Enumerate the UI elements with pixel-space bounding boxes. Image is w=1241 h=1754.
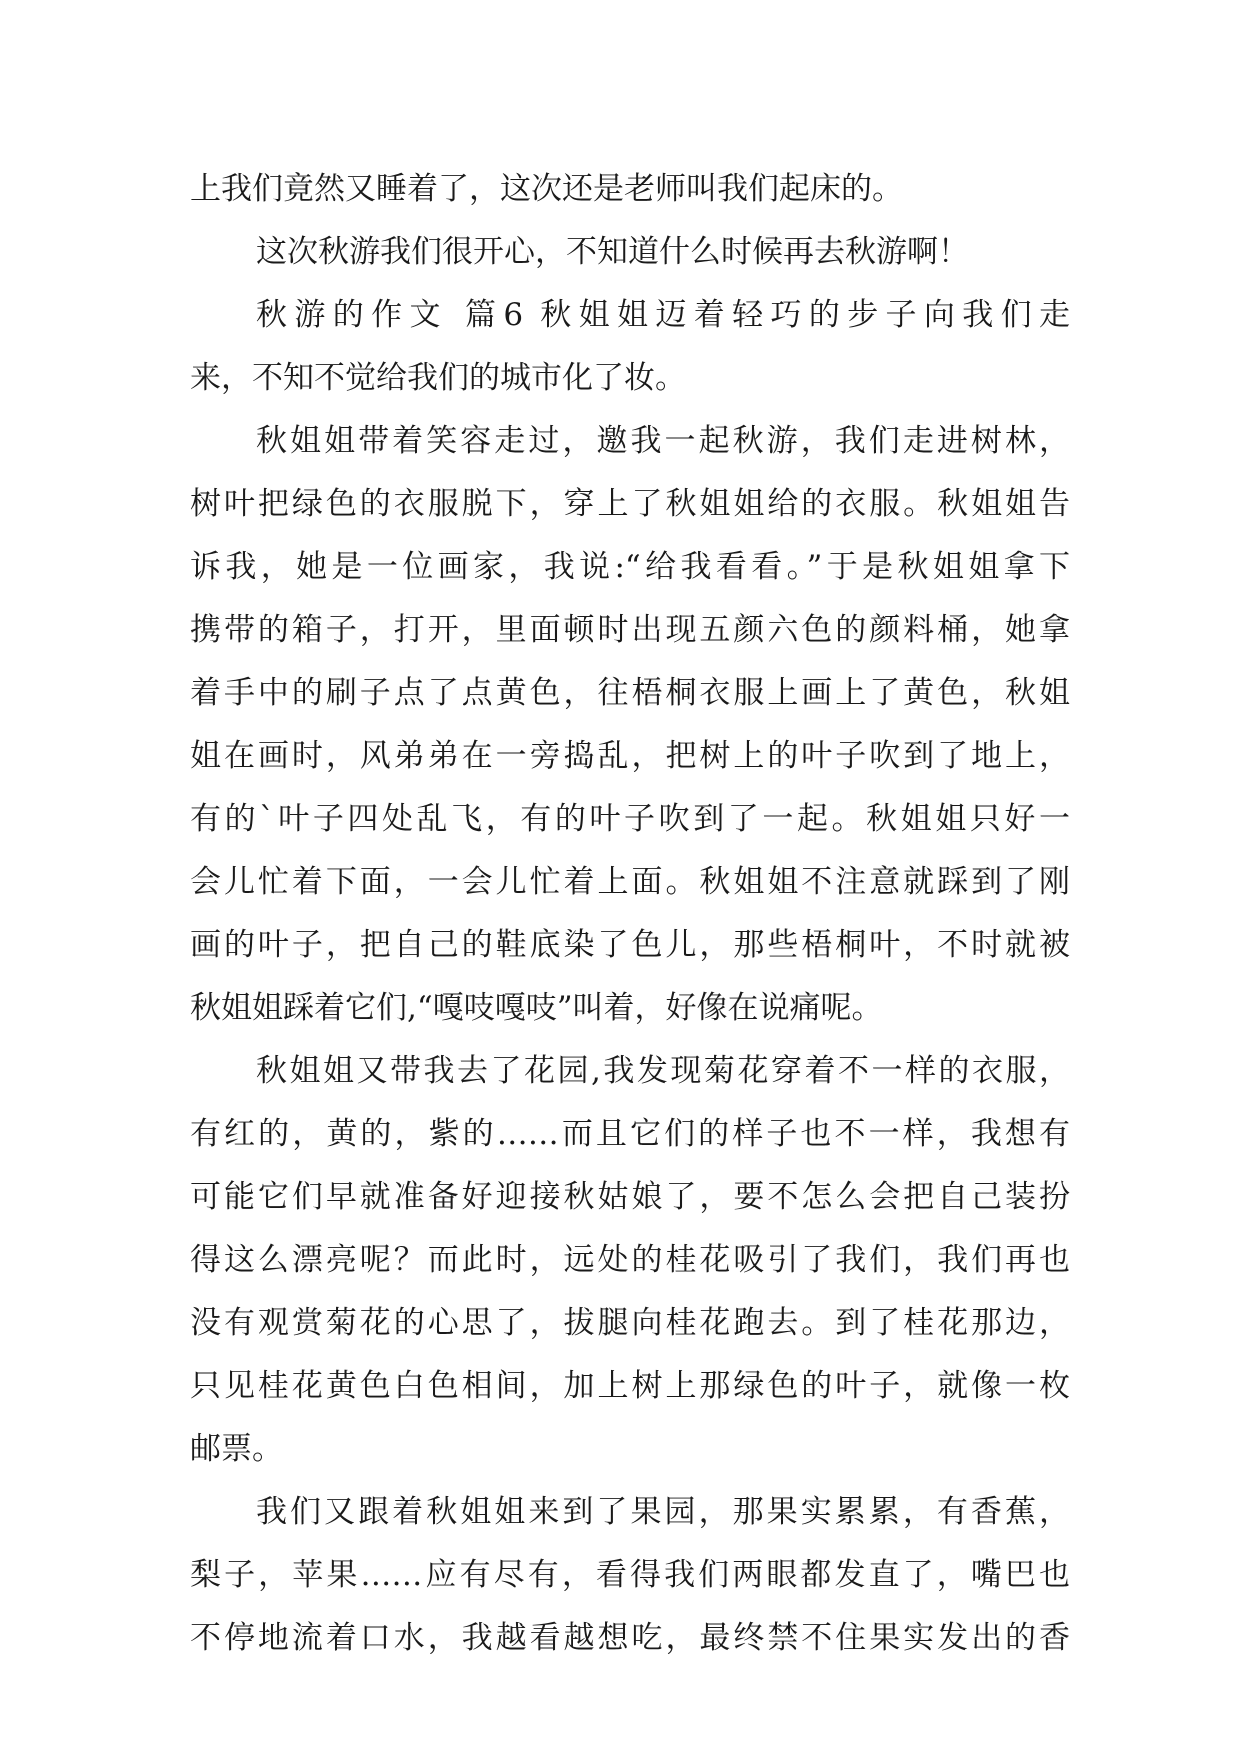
text-line: 梨子，苹果……应有尽有，看得我们两眼都发直了，嘴巴也: [190, 1557, 1070, 1593]
text-line: 姐在画时，风弟弟在一旁捣乱，把树上的叶子吹到了地上，: [190, 738, 1070, 774]
text-line: 得这么漂亮呢？而此时，远处的桂花吸引了我们，我们再也: [190, 1242, 1070, 1278]
text-line: 秋姐姐又带我去了花园,我发现菊花穿着不一样的衣服，: [256, 1053, 1070, 1089]
text-line: 我们又跟着秋姐姐来到了果园，那果实累累，有香蕉，: [256, 1494, 1070, 1530]
text-line: 不停地流着口水，我越看越想吃，最终禁不住果实发出的香: [190, 1620, 1070, 1656]
text-line: 秋姐姐踩着它们,“嘎吱嘎吱”叫着，好像在说痛呢。: [190, 990, 883, 1026]
document-body: [190, 158, 1070, 1670]
text-line: 来，不知不觉给我们的城市化了妆。: [190, 360, 686, 396]
text-line: 上我们竟然又睡着了，这次还是老师叫我们起床的。: [190, 171, 903, 207]
text-line: 树叶把绿色的衣服脱下，穿上了秋姐姐给的衣服。秋姐姐告: [190, 486, 1070, 522]
text-line: 邮票。: [190, 1431, 283, 1467]
text-line: 诉我，她是一位画家，我说:“给我看看。”于是秋姐姐拿下: [190, 549, 1070, 585]
text-line: 有的`叶子四处乱飞，有的叶子吹到了一起。秋姐姐只好一: [190, 801, 1070, 837]
text-line: 这次秋游我们很开心，不知道什么时候再去秋游啊！: [256, 234, 969, 270]
text-line: 会儿忙着下面，一会儿忙着上面。秋姐姐不注意就踩到了刚: [190, 864, 1070, 900]
text-line: 秋姐姐带着笑容走过，邀我一起秋游，我们走进树林，: [256, 423, 1070, 459]
text-line: 有红的，黄的，紫的……而且它们的样子也不一样，我想有: [190, 1116, 1070, 1152]
text-line: 携带的箱子，打开，里面顿时出现五颜六色的颜料桶，她拿: [190, 612, 1070, 648]
text-line: 只见桂花黄色白色相间，加上树上那绿色的叶子，就像一枚: [190, 1368, 1070, 1404]
text-line: 画的叶子，把自己的鞋底染了色儿，那些梧桐叶，不时就被: [190, 927, 1070, 963]
text-line: 可能它们早就准备好迎接秋姑娘了，要不怎么会把自己装扮: [190, 1179, 1070, 1215]
text-line: 秋游的作文 篇6 秋姐姐迈着轻巧的步子向我们走: [256, 297, 1070, 333]
text-line: 着手中的刷子点了点黄色，往梧桐衣服上画上了黄色，秋姐: [190, 675, 1070, 711]
text-line: 没有观赏菊花的心思了，拔腿向桂花跑去。到了桂花那边，: [190, 1305, 1070, 1341]
